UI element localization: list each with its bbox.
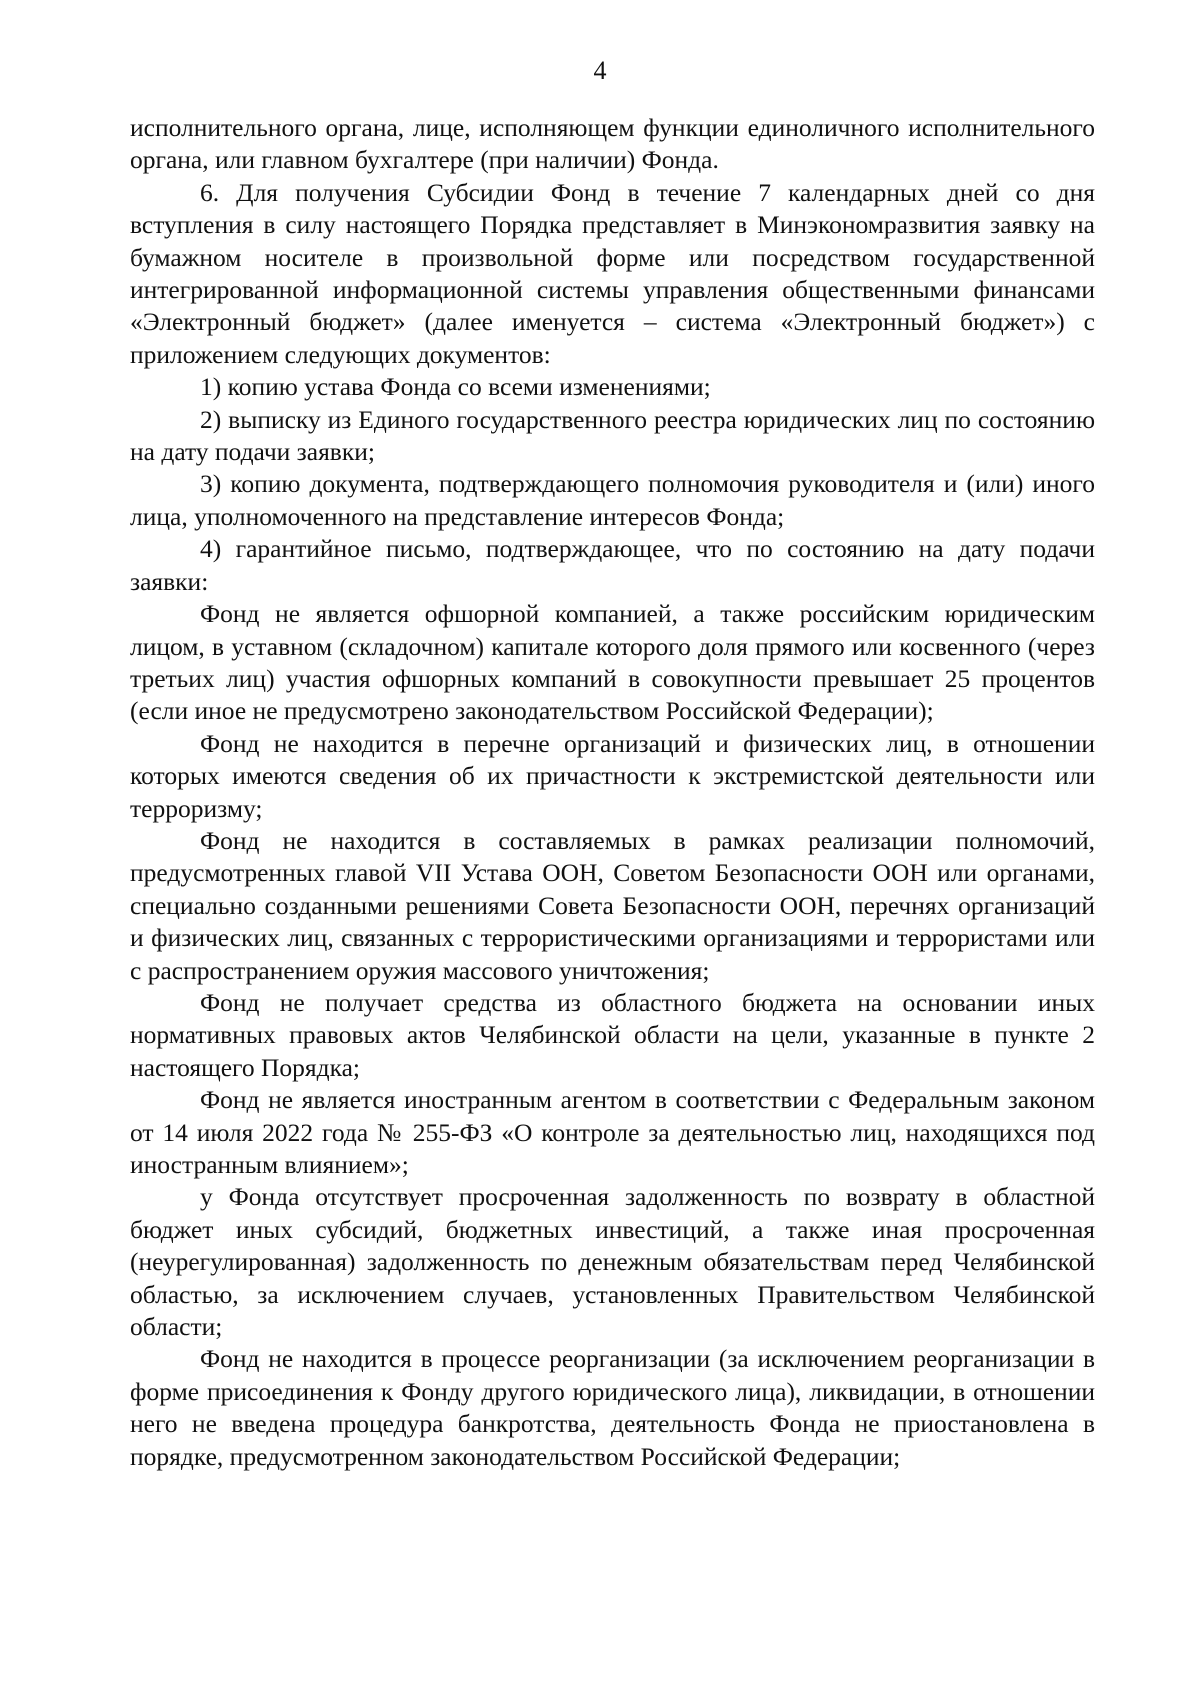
- paragraph-subitem-2: 2) выписку из Единого государственного реестра юридических лиц по состоянию на дату подачи заявки;: [130, 404, 1095, 467]
- document-body: [130, 112, 1095, 1473]
- paragraph-foreign-agent: Фонд не является иностранным агентом в соответствии с Федеральным законом от 14 июля 2022 года № 255-ФЗ «О контроле за деятельностью лиц, находящихся под иностранным влиянием»;: [130, 1085, 1095, 1179]
- page-number: 4: [593, 56, 607, 85]
- paragraph-debt: у Фонда отсутствует просроченная задолженность по возврату в областной бюджет иных субсидий, бюджетных инвестиций, а также иная просроченная (неурегулированная) задолженность по денежным обязательствам перед Челябинской областью, за исключением случаев, установленных Правительством Челябинской области;: [130, 1182, 1095, 1342]
- paragraph-extremism: Фонд не находится в перечне организаций и физических лиц, в отношении которых имеются сведения об их причастности к экстремистской деятельности или терроризму;: [130, 728, 1095, 823]
- paragraph-continuation: исполнительного органа, лице, исполняющем функции единоличного исполнительного органа, или главном бухгалтере (при наличии) Фонда.: [130, 113, 1095, 175]
- paragraph-offshore: Фонд не является офшорной компанией, а также российским юридическим лицом, в уставном (складочном) капитале которого доля прямого или косвенного (через третьих лиц) участия офшорных компаний в совокупности превышает 25 процентов (если иное не предусмотрено законодательством Российской Федерации);: [130, 599, 1095, 726]
- paragraph-subitem-4: 4) гарантийное письмо, подтверждающее, что по состоянию на дату подачи заявки:: [130, 534, 1095, 596]
- paragraph-subitem-1: 1) копию устава Фонда со всеми изменениями;: [200, 372, 711, 402]
- paragraph-item-6: 6. Для получения Субсидии Фонд в течение 7 календарных дней со дня вступления в силу настоящего Порядка представляет в Минэкономразвития заявку на бумажном носителе в произвольной форме или посредством государственной интегрированной информационной системы управления общественными финансами «Электронный бюджет» (далее именуется – система «Электронный бюджет») с приложением следующих документов:: [130, 177, 1095, 369]
- paragraph-un-lists: Фонд не находится в составляемых в рамках реализации полномочий, предусмотренных главой VII Устава ООН, Советом Безопасности ООН или органами, специально созданными решениями Совета Безопасности ООН, перечнях организаций и физических лиц, связанных с террористическими организациями и террористами или с распространением оружия массового уничтожения;: [130, 825, 1095, 985]
- paragraph-other-acts: Фонд не получает средства из областного бюджета на основании иных нормативных правовых актов Челябинской области на цели, указанные в пункте 2 настоящего Порядка;: [130, 987, 1095, 1082]
- paragraph-subitem-3: 3) копию документа, подтверждающего полномочия руководителя и (или) иного лица, уполномоченного на представление интересов Фонда;: [130, 469, 1095, 531]
- paragraph-reorganization: Фонд не находится в процессе реорганизации (за исключением реорганизации в форме присоединения к Фонду другого юридического лица), ликвидации, в отношении него не введена процедура банкротства, деятельность Фонда не приостановлена в порядке, предусмотренном законодательством Российской Федерации;: [130, 1344, 1095, 1471]
